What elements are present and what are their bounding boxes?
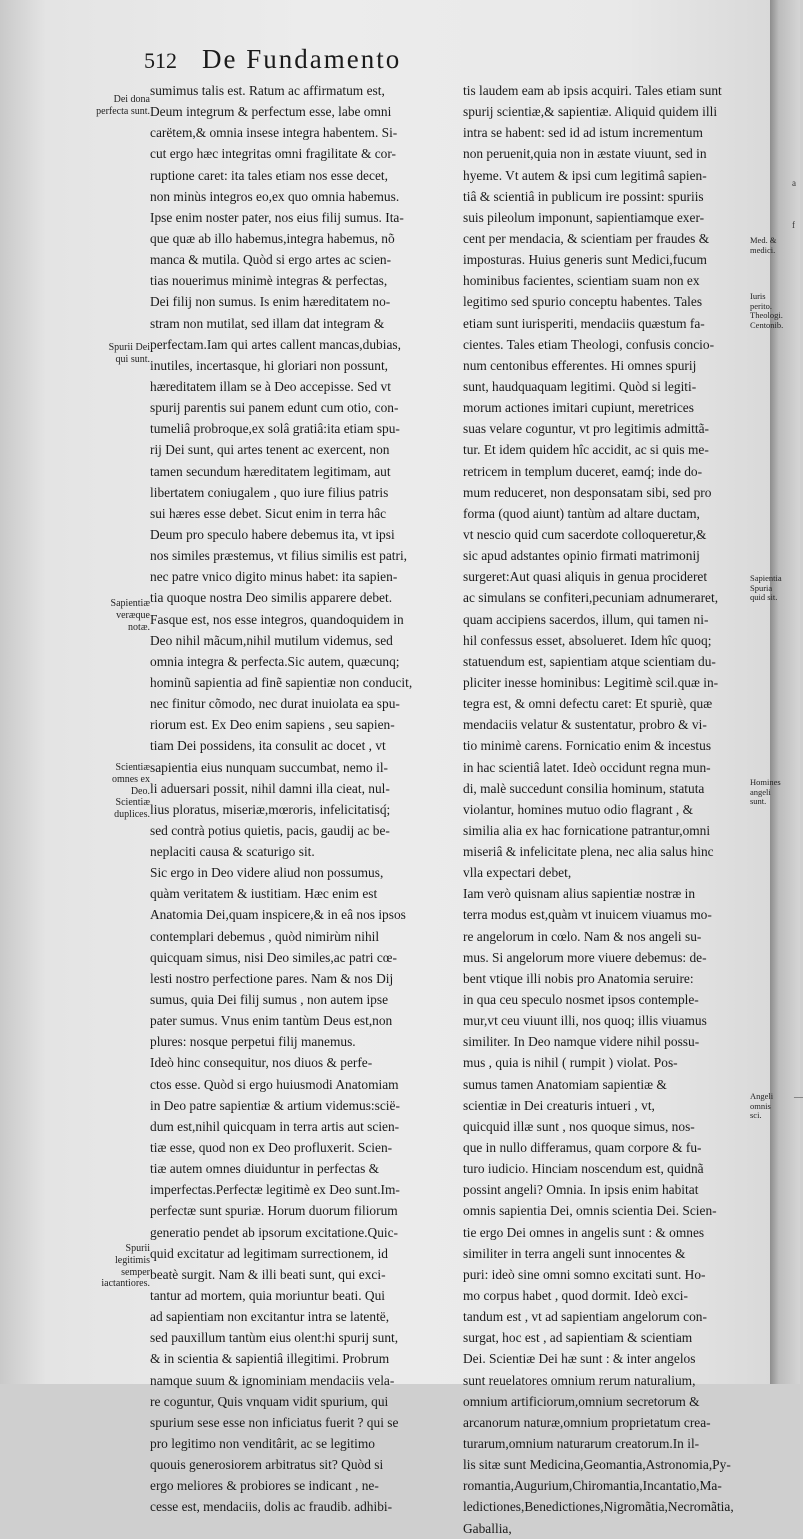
text-line: tantur ad mortem, quia moriuntur beati. Qui [150,1288,386,1304]
text-line: sumimus talis est. Ratum ac affirmatum est, [150,83,385,98]
text-line: tiæ autem omnes diuiduntur in perfectas & [150,1161,380,1177]
text-line: cesse est, mendaciis, dolis ac fraudib. adhibi- [150,1499,393,1515]
text-line: sunt reuelatores omnium rerum naturalium, [463,1372,696,1388]
text-line: Deo nihil mãcum,nihil mutilum videmus, sed [150,632,393,648]
text-line: statuendum est, sapientiam atque scientiam du- [463,653,716,669]
left-text-column [150,80,446,1518]
text-line: Deum pro speculo habere debemus ita, vt ipsi [150,526,395,542]
text-line: tio minimè carens. Fornicatio enim & incestus [463,738,712,754]
text-line: morum actiones imitari cupiunt, meretrices [463,400,694,416]
text-line: puri: ideò sine omni somno excitati sunt. Ho- [463,1266,706,1282]
right-text-column [463,80,759,1539]
text-line: ergo meliores & probiores se indicant , ne- [150,1478,379,1494]
text-line: stram non mutilat, sed illam dat integram & [150,315,385,331]
text-line: similiter in terra angeli sunt innocentes & [463,1245,686,1261]
margin-note: Dei dona perfecta sunt. [96,94,150,117]
text-line: tiæ esse, quod non ex Deo profluxerit. Scien- [150,1140,393,1156]
text-line: vt nescio quid cum sacerdote colloqueretur,& [463,526,707,542]
text-line: hyeme. Vt autem & ipsi cum legitimâ sapien- [463,167,707,183]
text-line: mus. Si angelorum more viuere debemus: de- [463,949,707,965]
text-line: sapientia eius nunquam succumbat, nemo il- [150,759,388,775]
text-line: surgat, hoc est , ad sapientiam & scientiam [463,1330,693,1346]
text-line: Dei. Scientiæ Dei hæ sunt : & inter angelos [463,1351,696,1367]
text-line: possint angeli? Omnia. In ipsis enim habitat [463,1182,699,1198]
text-line: pro legitimo non venditârit, ac se legitimo [150,1436,375,1451]
text-line: riorum est. Ex Deo enim sapiens , seu sapien- [150,717,395,733]
text-line: imposturas. Huius generis sunt Medici,fucum [463,252,707,268]
text-line: Deum integrum & perfectum esse, labe omni [150,104,392,120]
text-line: tiam Dei possidens, ita consulit ac docet , vt [150,738,386,754]
text-line: imperfectas.Perfectæ legitimè ex Deo sunt.Im- [150,1182,400,1198]
text-line: in hac scientiâ latet. Ideò occidunt regna mun- [463,759,711,775]
text-line: in Deo patre sapientiæ & artium videmus:scië- [150,1097,400,1113]
text-line: cent per mendacia, & scientiam per fraudes & [463,230,710,246]
text-line: plures: nosque perpetui filij manemus. [150,1034,356,1050]
text-line: Gaballia, [463,1520,512,1536]
text-line: quid excitatur ad legitimam surrectionem, id [150,1245,388,1261]
text-line: sed contrà potius quietis, pacis, gaudij ac be- [150,822,390,838]
text-line: Ipse enim noster pater, nos eius filij sumus. Ita- [150,209,404,225]
text-line: surgeret:Aut quasi aliquis in genua procideret [463,569,708,585]
text-line: manca & mutila. Quòd si ergo artes ac scien- [150,252,392,268]
text-line: vlla expectari debet, [463,865,572,881]
text-line: di, malè succedunt consilia hominum, statuta [463,780,705,796]
text-line: tamen secundum hæreditatem legitimam, aut [150,463,391,479]
text-line: lis sitæ sunt Medicina,Geomantia,Astronomia,Py- [463,1457,731,1473]
text-line: etiam sunt iurisperiti, mendaciis quæstum fa- [463,315,705,331]
text-line: neplaciti causa & scaturigo sit. [150,844,315,860]
text-line: similiter. In Deo namque videre nihil possu- [463,1034,700,1050]
margin-note: Spurii legitimis semper iactantiores. [101,1243,150,1290]
text-line: similia alia ex hac fornicatione patrantur,omni [463,822,711,838]
text-line: inutiles, incertasque, hi gloriari non possunt, [150,357,389,373]
text-line: num centonibus efferentes. Hi omnes spurij [463,357,697,373]
text-line: hominũ sapientia ad finẽ sapientiæ non conducit, [150,674,413,690]
facing-page-edge [770,0,803,1384]
text-line: turarum,omnium naturarum creatorum.In il- [463,1436,700,1451]
text-line: quam accipiens sacerdos, illum, qui tamen ni- [463,611,709,627]
margin-note: Iuris perito. Theologi. Centonib. [750,291,784,330]
text-line: ac simulans se confiteri,pecuniam adnumeraret, [463,590,719,606]
text-line: que quæ ab illo habemus,integra habemus, nõ [150,230,395,246]
text-line: in qua ceu speculo nosmet ipsos contemple- [463,992,699,1008]
edge-mark: a [792,178,796,188]
text-line: namque suum & ignominiam mendaciis vela- [150,1372,395,1388]
text-line: hil confessus esset, absolueret. Idem hîc quoq; [463,632,712,648]
text-line: omnis sapientia Dei, omnis scientia Dei. Scien- [463,1203,717,1219]
text-line: sed pauxillum tantùm eius olent:hi spurij sunt, [150,1330,399,1346]
text-line: mo corpus habet , quod dormit. Ideò exci- [463,1288,688,1304]
text-line: lius ploratus, miseriæ,mœroris, infelicitatisq́; [150,801,391,817]
text-line: re angelorum in cœlo. Nam & nos angeli su- [463,928,702,944]
margin-note: Homines angeli sunt. [750,777,781,806]
text-line: non peruenit,quia non in æstate viuunt, sed in [463,146,707,162]
text-line: omnia integra & perfecta.Sic autem, quæcunq; [150,653,400,669]
page-header [144,44,584,80]
text-line: Iam verò quisnam alius sapientiæ nostræ in [463,886,696,902]
text-line: rij Dei sunt, qui artes tenent ac exercent, non [150,442,390,458]
text-line: mus , quia is nihil ( rumpit ) violat. Pos- [463,1055,678,1071]
text-line: mum reduceret, non desponsatam sibi, sed pro [463,484,712,500]
text-line: re coguntur, Quis vnquam vidit spurium, qui [150,1393,389,1409]
text-line: tis laudem eam ab ipsis acquiri. Tales etiam sunt [463,83,722,98]
text-line: tandum est , vt ad sapientiam angelorum con- [463,1309,707,1325]
text-line: mendaciis velatur & sustentatur, probro & vi- [463,717,707,733]
text-line: sui hæres esse debet. Sicut enim in terra hâc [150,505,387,521]
text-line: Dei filij non sumus. Is enim hæreditatem no- [150,294,391,310]
text-line: omnium artificiorum,omnium secretorum & [463,1393,700,1409]
text-line: cut ergo hæc integritas omni fragilitate & cor- [150,146,397,162]
text-line: Ideò hinc consequitur, nos diuos & perfe- [150,1055,373,1071]
running-title: De Fundamento [202,44,402,74]
text-line: beatè surgit. Nam & illi beati sunt, qui exci- [150,1266,386,1282]
text-line: hominibus facientes, scientiam suam non ex [463,273,700,289]
text-line: romantia,Augurium,Chiromantia,Incantatio,Ma- [463,1478,722,1494]
text-line: quàm veritatem & iustitiam. Hæc enim est [150,886,378,902]
text-line: tia quoque nostra Deo similis apparere debet. [150,590,393,606]
text-line: bent vtique illi nobis pro Anatomia seruire: [463,970,694,986]
text-line: sumus tamen Anatomiam sapientiæ & [463,1076,667,1092]
text-line: spurij scientiæ,& sapientiæ. Aliquid quidem illi [463,104,718,120]
text-line: que in nullo differamus, quam corpore & fu- [463,1140,702,1156]
text-line: Fasque est, nos esse integros, quandoquidem in [150,611,404,627]
text-line: non minùs integros eo,ex quo omnia habemus. [150,188,400,204]
text-line: generatio pendet ab ipsorum excitatione.Quic- [150,1224,399,1240]
text-line: turo iudicio. Hinciam noscendum est, quidnã [463,1161,704,1177]
text-line: quicquid illæ sunt , nos quoque simus, nos- [463,1118,695,1134]
text-line: tegra est, & omni defectu caret: Et spuriè, quæ [463,696,713,712]
text-line: Sic ergo in Deo videre aliud non possumus, [150,865,384,881]
text-line: hæreditatem illam se à Deo accepisse. Sed vt [150,378,391,394]
text-line: lesti nostro perfectione pares. Nam & nos Dij [150,970,394,986]
edge-mark: f [792,220,795,230]
text-line: carëtem,& omnia insese integra habentem. Si- [150,125,398,141]
text-line: scientiæ in Dei creaturis intueri , vt, [463,1097,655,1113]
text-line: retricem in templum duceret, eamq́; inde do- [463,463,703,479]
text-line: forma (quod aiunt) tantùm ad altare ductam, [463,505,700,521]
text-line: perfectæ sunt spuriæ. Horum duorum filiorum [150,1203,398,1219]
edge-mark: — [794,1092,803,1102]
margin-note: Sapientia Spuria quid sit. [750,573,782,602]
text-line: tias nouerimus minimè integras & perfectas, [150,273,388,289]
text-line: ctos esse. Quòd si ergo huiusmodi Anatomiam [150,1076,399,1092]
text-line: ruptione caret: ita tales etiam nos esse decet, [150,167,388,183]
text-line: miseriâ & infelicitate plena, nec alia salus hinc [463,844,714,860]
text-line: intra se habent: sed id ad istum incrementum [463,125,703,141]
text-line: quouis generosiorem arbitratus sit? Quòd si [150,1457,384,1473]
text-line: pliciter inesse hominibus: Legitimè scil.quæ in- [463,674,719,690]
text-line: tumeliâ probroque,ex solâ gratiâ:ita etiam spu- [150,421,400,437]
text-line: nec patre vnico digito minus habet: ita sapien- [150,569,398,585]
text-line: suas velare coguntur, vt pro legitimis admittã- [463,421,710,437]
margin-note: Med. & medici. [750,235,777,255]
text-line: terra modus est,quàm vt inuicem viuamus mo- [463,907,712,923]
text-line: sunt, haudquaquam legitimi. Quòd si legiti- [463,378,697,394]
page-number: 512 [144,48,177,73]
text-line: perfectam.Iam qui artes callent mancas,dubias, [150,336,401,352]
margin-note: Angeli omnis sci. [750,1091,774,1120]
margin-note: Sapientiæ veræque notæ. [110,598,150,633]
text-line: sic apud adstantes opinio firmati matrimonij [463,548,700,564]
text-line: tie ergo Dei omnes in angelis sunt : & omnes [463,1224,705,1240]
text-line: spurium sese esse non inficiatus fuerit ? qui se [150,1414,399,1430]
text-line: & in scientia & sapientiâ illegitimi. Probrum [150,1351,390,1367]
text-line: suis pileolum imponunt, sapientiamque exer- [463,209,705,225]
text-line: mur,vt ceu viuunt illi, nos quoq; illis viuamus [463,1013,707,1029]
text-line: quicquam simus, nisi Deo similes,ac patri cœ- [150,949,397,965]
text-line: pater sumus. Vnus enim tantùm Deus est,non [150,1013,393,1029]
margin-note: Spurii Dei qui sunt. [108,342,150,365]
text-line: ad sapientiam non excitantur intra se latentë, [150,1309,390,1325]
text-line: li aduersari possit, nihil damni illa cieat, nul- [150,780,390,796]
text-line: sumus, quia Dei filij sumus , non autem ipse [150,992,389,1008]
margin-note: Scientiæ omnes ex Deo. Scientiæ duplices. [111,762,150,821]
text-line: tur. Et idem quidem hîc accidit, ac si quis me- [463,442,709,458]
text-line: ledictiones,Benedictiones,Nigromãtia,Necromãtia, [463,1499,734,1515]
text-line: legitimo sed spurio conceptu habentes. Tales [463,294,703,310]
text-line: libertatem coniugalem , quo iure filius patris [150,484,389,500]
text-line: arcanorum naturæ,omnium proprietatum crea- [463,1414,711,1430]
text-line: Anatomia Dei,quam inspicere,& in eâ nos ipsos [150,907,406,923]
text-line: spurij parentis sui panem edunt cum otio, con- [150,400,399,416]
text-line: nec finitur cõmodo, nec durat inuiolata ea spu- [150,696,400,712]
text-line: cientes. Tales etiam Theologi, confusis concio- [463,336,715,352]
text-line: dum est,nihil quicquam in terra artis aut scien- [150,1118,400,1134]
text-line: violantur, homines mutuo odio flagrant , & [463,801,694,817]
text-line: tiâ & scientiâ in publicum ire possint: spuriis [463,188,704,204]
text-line: nos similes præstemus, vt filius similis est patri, [150,548,408,564]
text-line: contemplari debemus , quòd nimirùm nihil [150,928,380,944]
